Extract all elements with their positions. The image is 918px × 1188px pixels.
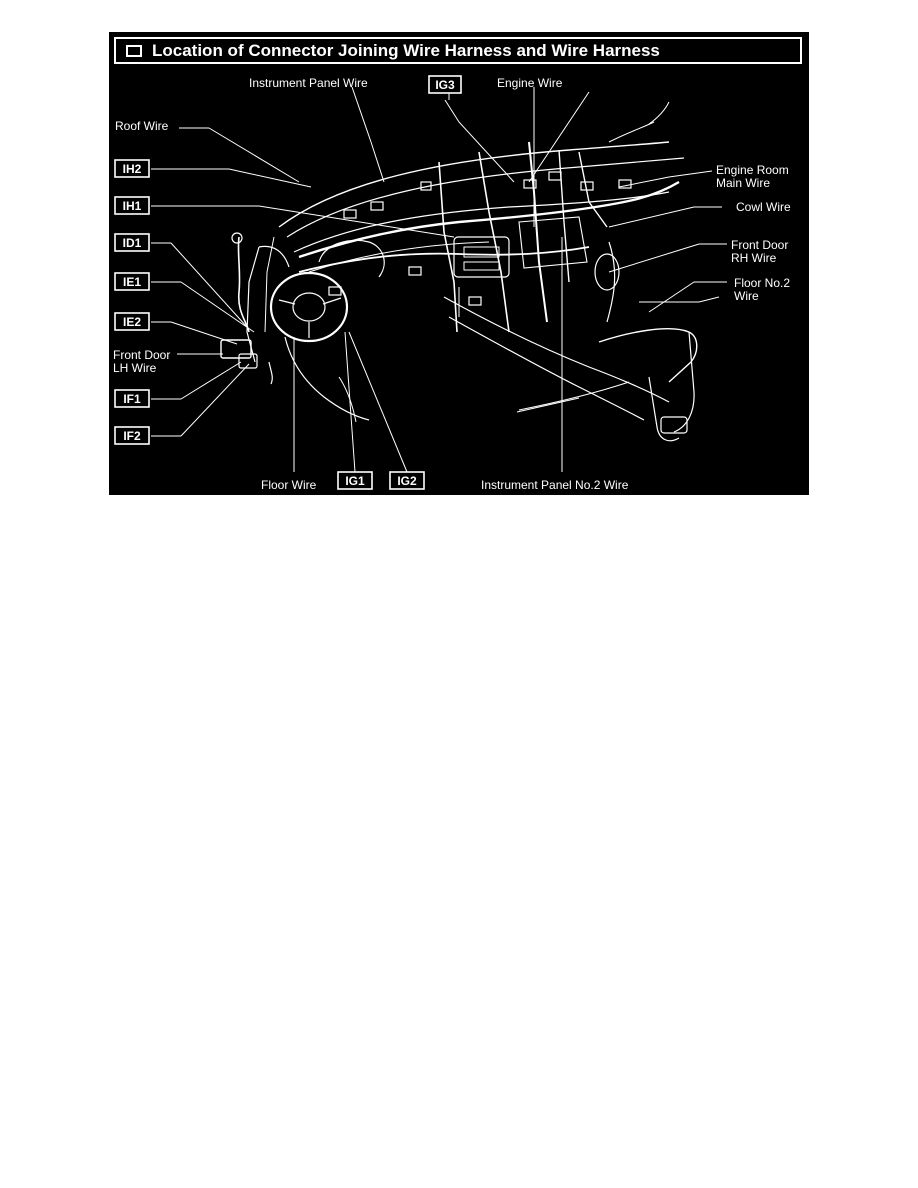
label-engine-wire: Engine Wire: [497, 76, 563, 90]
connector-ie2: [115, 313, 149, 330]
connector-ig2-label: IG2: [397, 474, 417, 488]
connector-ig3-label: IG3: [435, 78, 455, 92]
label-floor-no2-wire-line1: Floor No.2: [734, 276, 791, 290]
connector-ih1-label: IH1: [122, 199, 142, 213]
label-instrument-panel-wire: Instrument Panel Wire: [249, 76, 368, 90]
label-roof-wire: Roof Wire: [115, 119, 169, 133]
connector-ih1: [115, 197, 149, 214]
connector-if1-label: IF1: [123, 392, 141, 406]
harness-illustration: [109, 32, 809, 495]
wire-labels: [113, 76, 791, 492]
connector-id1-label: ID1: [122, 236, 142, 250]
dashboard-art: [221, 102, 719, 441]
connector-if1: [115, 390, 149, 407]
label-front-door-lh-wire-line1: Front Door: [113, 348, 171, 362]
label-instrument-panel-no2-wire: Instrument Panel No.2 Wire: [481, 478, 629, 492]
title-bar: [114, 37, 802, 64]
connector-ih2: [115, 160, 149, 177]
label-floor-no2-wire-line2: Wire: [734, 289, 759, 303]
connector-ig3: [429, 76, 461, 93]
connector-symbol-icon: [126, 45, 142, 57]
connector-id1: [115, 234, 149, 251]
label-floor-wire: Floor Wire: [261, 478, 317, 492]
connector-ig1-label: IG1: [345, 474, 365, 488]
label-front-door-rh-wire-line2: RH Wire: [731, 251, 777, 265]
connector-ig2: [390, 472, 424, 489]
connector-ie1: [115, 273, 149, 290]
figure-title: Location of Connector Joining Wire Harness and Wire Harness: [152, 40, 660, 60]
connector-if2-label: IF2: [123, 429, 141, 443]
label-engine-room-main-wire-line2: Main Wire: [716, 176, 771, 190]
connector-ie1-label: IE1: [122, 275, 142, 289]
wiring-diagram-figure: [109, 32, 809, 495]
label-engine-room-main-wire-line1: Engine Room: [716, 163, 789, 177]
connector-if2: [115, 427, 149, 444]
connector-ih2-label: IH2: [122, 162, 142, 176]
label-front-door-rh-wire-line1: Front Door: [731, 238, 789, 252]
connector-ie2-label: IE2: [122, 315, 142, 329]
label-cowl-wire: Cowl Wire: [736, 200, 791, 214]
connector-ig1: [338, 472, 372, 489]
label-front-door-lh-wire-line2: LH Wire: [113, 361, 157, 375]
